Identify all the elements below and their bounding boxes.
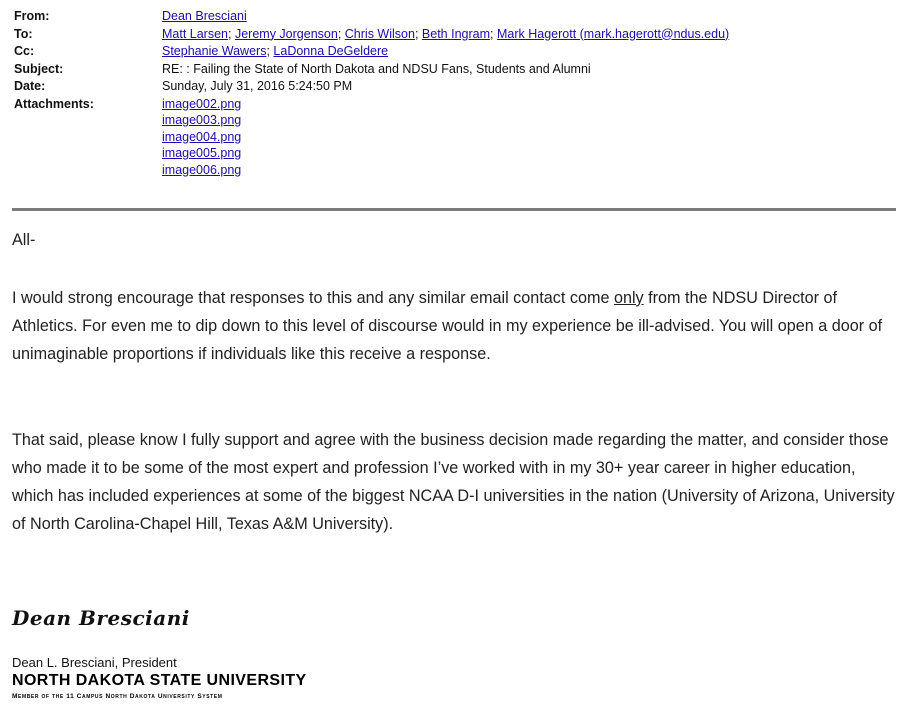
to-label: To: bbox=[14, 26, 33, 41]
email-header bbox=[14, 8, 894, 178]
from-label: From: bbox=[14, 9, 50, 23]
recipient-separator: ; bbox=[490, 26, 494, 41]
recipient-link[interactable]: Jeremy Jorgenson bbox=[234, 26, 338, 41]
subject-label: Subject: bbox=[14, 61, 64, 76]
date-label: Date: bbox=[14, 79, 46, 93]
attachment-link[interactable]: image006.png bbox=[162, 162, 242, 177]
signature-name-title: Dean L. Bresciani, President bbox=[12, 655, 177, 670]
subject-row bbox=[14, 61, 894, 79]
attachments-label: Attachments: bbox=[14, 96, 94, 111]
recipient-link[interactable]: Matt Larsen bbox=[162, 26, 229, 41]
attachments-row bbox=[14, 96, 894, 179]
from-sender-link[interactable]: Dean Bresciani bbox=[162, 9, 247, 23]
subject-value: RE: : Failing the State of North Dakota and NDSU Fans, Students and Alumni bbox=[162, 61, 591, 76]
para1-underlined-word: only bbox=[613, 289, 644, 307]
para1-text-b: from the NDSU Director of Athletics. For even me to dip down to this level of discourse would in my experience be ill-advised. You will open a door of unimaginable proportions if individuals like this receive a response. bbox=[12, 289, 883, 363]
to-row bbox=[14, 26, 894, 44]
recipient-link[interactable]: Chris Wilson bbox=[344, 26, 415, 41]
attachment-link[interactable]: image004.png bbox=[162, 129, 242, 144]
recipient-separator: ; bbox=[228, 26, 232, 41]
cc-link[interactable]: Stephanie Wawers bbox=[162, 44, 267, 58]
cc-row bbox=[14, 43, 894, 61]
recipient-link[interactable]: Beth Ingram bbox=[421, 26, 490, 41]
date-row bbox=[14, 78, 894, 96]
attachment-link[interactable]: image002.png bbox=[162, 96, 242, 111]
university-name: NORTH DAKOTA STATE UNIVERSITY bbox=[12, 672, 307, 689]
handwritten-signature: Dean Bresciani bbox=[12, 606, 190, 630]
email-body bbox=[12, 226, 896, 533]
cc-separator: ; bbox=[266, 44, 270, 58]
attachment-link[interactable]: image005.png bbox=[162, 146, 242, 160]
attachments-list bbox=[162, 96, 894, 179]
from-row bbox=[14, 8, 894, 26]
university-tagline: Member of the 11 Campus North Dakota University System bbox=[12, 693, 223, 700]
header-divider bbox=[12, 208, 896, 211]
cc-label: Cc: bbox=[14, 44, 35, 58]
recipient-link[interactable]: Mark Hagerott (mark.hagerott@ndus.edu) bbox=[496, 26, 730, 41]
cc-link[interactable]: LaDonna DeGeldere bbox=[273, 44, 389, 58]
para1-text-a: I would strong encourage that responses to this and any similar email contact come bbox=[12, 289, 614, 307]
date-value: Sunday, July 31, 2016 5:24:50 PM bbox=[162, 79, 353, 93]
recipient-separator: ; bbox=[414, 26, 419, 41]
body-paragraph-1 bbox=[12, 284, 896, 368]
recipient-separator: ; bbox=[337, 26, 342, 41]
attachment-link[interactable]: image003.png bbox=[162, 113, 242, 127]
greeting: All- bbox=[12, 231, 36, 249]
body-paragraph-2: That said, please know I fully support and agree with the business decision made regarding the matter, and consider those who made it to be some of the most expert and profession I’ve worked with in my 30+ year career in higher education, which has included experiences at some of the biggest NCAA D-I universities in the nation (University of Arizona, University of North Carolina-Chapel Hill, Texas A&M University). bbox=[12, 431, 895, 533]
